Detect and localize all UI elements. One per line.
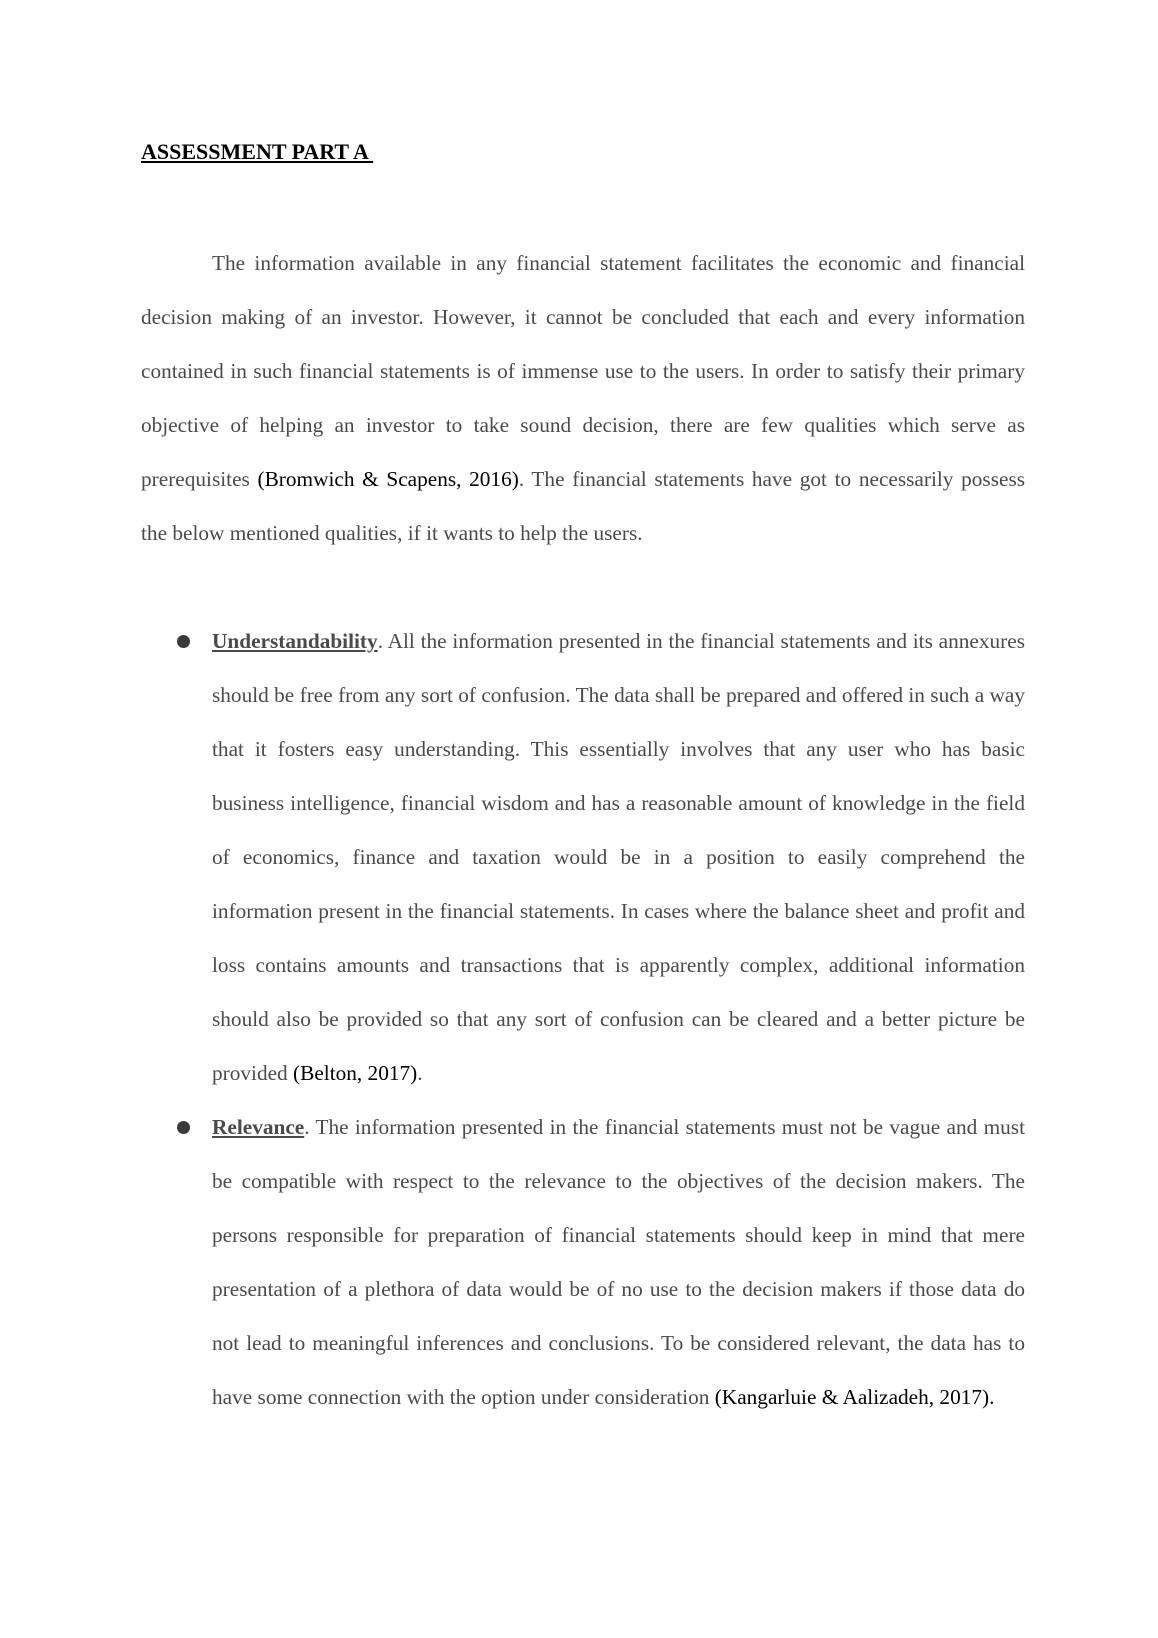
bullet-dot-icon	[177, 635, 190, 648]
bullet-text: . All the information presented in the financial statements and its annexures should be free from any sort of confusion. The data shall be prepared and offered in such a way that it fosters easy understanding. This essentially involves that any user who has basic business intelligence, financial wisdom and has a reasonable amount of knowledge in the field of economics, finance and taxation would be in a position to easily comprehend the information present in the financial statements. In cases where the balance sheet and profit and loss contains amounts and transactions that is apparently complex, additional information should also be provided so that any sort of confusion can be cleared and a better picture be provided	[212, 629, 1025, 1085]
bullet-dot-icon	[177, 1121, 190, 1134]
list-item-understandability	[212, 614, 1025, 1100]
intro-citation: (Bromwich & Scapens, 2016)	[257, 467, 519, 491]
list-item-relevance	[212, 1100, 1025, 1424]
bullet-citation: (Kangarluie & Aalizadeh, 2017).	[714, 1385, 995, 1409]
intro-paragraph	[141, 236, 1025, 560]
intro-text: The information available in any financial statement facilitates the economic and financial decision making of an investor. However, it cannot be concluded that each and every information contained in such financial statements is of immense use to the users. In order to satisfy their primary objective of helping an investor to take sound decision, there are few qualities which serve as prerequisites	[141, 251, 1025, 491]
bullet-term: Understandability	[212, 629, 378, 653]
bullet-end: .	[417, 1061, 423, 1085]
section-heading: ASSESSMENT PART A	[141, 139, 374, 164]
bullet-text: . The information presented in the financial statements must not be vague and must be compatible with respect to the relevance to the objectives of the decision makers. The persons responsible for preparation of financial statements should keep in mind that mere presentation of a plethora of data would be of no use to the decision makers if those data do not lead to meaningful inferences and conclusions. To be considered relevant, the data has to have some connection with the option under consideration	[212, 1115, 1025, 1409]
bullet-citation: (Belton, 2017)	[293, 1061, 418, 1085]
intro-text-end: . The financial statements have got to necessarily possess the below mentioned qualities, if it wants to help the users.	[141, 467, 1026, 545]
bullet-term: Relevance	[212, 1115, 305, 1139]
